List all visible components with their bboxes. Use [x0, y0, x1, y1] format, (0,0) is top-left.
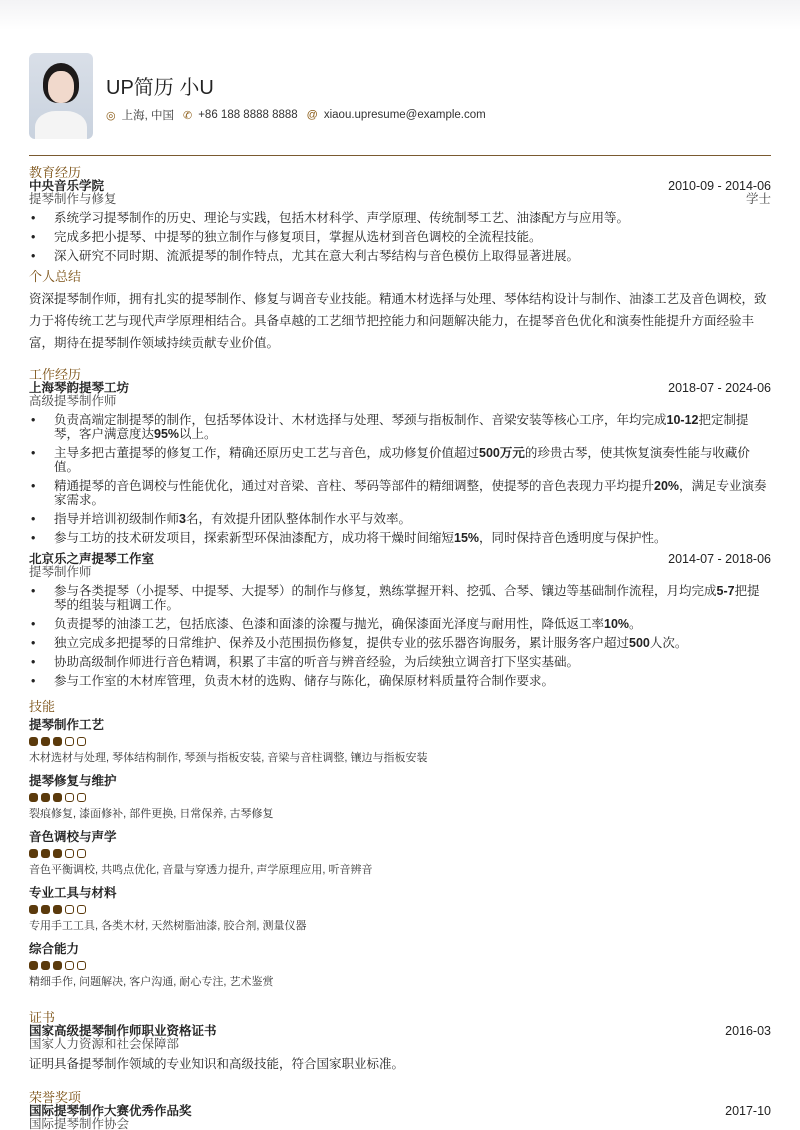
text-segment: 参与各类提琴（小提琴、中提琴、大提琴）的制作与修复，熟练掌握开料、挖弧、合琴、镶边等基础制作流程，月均完成 [54, 584, 717, 598]
skill-desc: 音色平衡调校, 共鸣点优化, 音量与穿透力提升, 声学原理应用, 听音辨音 [29, 864, 373, 876]
rating-dot [65, 793, 74, 802]
text-segment: 参与工坊的技术研发项目，探索新型环保油漆配方，成功将干燥时间缩短 [54, 531, 455, 545]
rating-dot [65, 737, 74, 746]
issuer: 国家人力资源和社会保障部 [29, 1037, 180, 1051]
work-section [29, 368, 771, 688]
skill-name: 专业工具与材料 [29, 886, 117, 900]
contact-info [106, 107, 495, 123]
skill-rating [29, 905, 771, 914]
skill-item [29, 774, 771, 821]
highlight-metric: 95% [154, 427, 180, 441]
rating-dot [77, 737, 86, 746]
text-segment: 精通提琴的音色调校与性能优化，通过对音梁、音柱、琴码等部件的精细调整，使提琴的音色表现力平均提升 [54, 479, 655, 493]
list-item [29, 674, 771, 688]
skill-name: 音色调校与声学 [29, 830, 117, 844]
skills-section [29, 700, 771, 989]
list-item: • 深入研究不同时期、流派提琴的制作特点，尤其在意大利古琴结构与音色模仿上取得显著进展。 [29, 249, 771, 263]
rating-dot [29, 961, 38, 970]
text-segment: 人次。 [649, 636, 688, 650]
highlight-metric: 20% [654, 479, 680, 493]
rating-dot [53, 793, 62, 802]
certificates-section [29, 1011, 771, 1075]
rating-dot [65, 961, 74, 970]
highlight-metric: 15% [454, 531, 480, 545]
date: 2016-03 [725, 1024, 771, 1038]
text-segment: 独立完成多把提琴的日常维护、保养及小范围损伤修复，提供专业的弦乐器咨询服务，累计服务客户超过 [54, 636, 630, 650]
section-title: 证书 [29, 1010, 56, 1025]
text-segment: 把定制提琴，客户满意度达 [54, 413, 749, 441]
text-segment: 把提琴的组装与粗调工作。 [54, 584, 760, 612]
issuer: 国际提琴制作协会 [29, 1117, 130, 1130]
role: 高级提琴制作师 [29, 394, 117, 408]
highlight-metric: 500 [629, 636, 650, 650]
job-entry [29, 382, 771, 545]
date: 2018-07 - 2024-06 [668, 381, 771, 395]
text-segment: 名，有效提升团队整体制作水平与效率。 [185, 512, 411, 526]
highlight-metric: 10-12 [666, 413, 699, 427]
rating-dot [29, 793, 38, 802]
list-item: • 系统学习提琴制作的历史、理论与实践，包括木材科学、声学原理、传统制琴工艺、油漆配方与应用等。 [29, 211, 771, 225]
list-item [29, 446, 771, 474]
rating-dot [53, 849, 62, 858]
resume-header [29, 53, 495, 139]
list-item [29, 655, 771, 669]
rating-dot [53, 737, 62, 746]
skill-item [29, 942, 771, 989]
section-title: 教育经历 [29, 165, 82, 180]
resume-body [29, 166, 771, 1130]
highlight-metric: 3 [179, 512, 186, 526]
email[interactable]: xiaou.upresume@example.com [323, 109, 486, 121]
skill-rating [29, 961, 771, 970]
highlight-metric: 5-7 [716, 584, 735, 598]
phone: +86 188 8888 8888 [198, 109, 298, 121]
rating-dot [41, 961, 50, 970]
phone-icon: ✆ [183, 109, 193, 122]
rating-dot [29, 737, 38, 746]
rating-dot [41, 849, 50, 858]
text-segment: ，同时保持音色透明度与保护性。 [479, 531, 667, 545]
skill-desc: 专用手工工具, 各类木材, 天然树脂油漆, 胶合剂, 测量仪器 [29, 920, 307, 932]
list-item [29, 413, 771, 441]
company: 上海琴韵提琴工坊 [29, 381, 130, 395]
rating-dot [65, 849, 74, 858]
company: 北京乐之声提琴工作室 [29, 552, 155, 566]
text-segment: 的珍贵古琴，使其恢复演奏性能与收藏价值。 [54, 446, 750, 474]
summary-section [29, 270, 771, 354]
section-title: 荣誉奖项 [29, 1090, 82, 1105]
skill-rating [29, 849, 771, 858]
list-item: • 完成多把小提琴、中提琴的独立制作与修复项目，掌握从选材到音色调校的全流程技能。 [29, 230, 771, 244]
list-item [29, 512, 771, 526]
rating-dot [41, 905, 50, 914]
skill-name: 提琴制作工艺 [29, 718, 105, 732]
section-title: 个人总结 [29, 269, 82, 284]
summary-text: 资深提琴制作师，拥有扎实的提琴制作、修复与调音专业技能。精通木材选择与处理、琴体结构设计与制作、油漆工艺及音色调校，致力于将传统工艺与现代声学原理相结合。具备卓越的工艺细节把控能力和问题解决能力，在提琴音色优化和演奏性能提升方面经验丰富，期待在提琴制作领域持续贡献专业价值。 [29, 292, 767, 350]
section-title: 工作经历 [29, 367, 82, 382]
certificate-name: 国家高级提琴制作师职业资格证书 [29, 1024, 217, 1038]
highlight-metric: 500万元 [479, 446, 525, 460]
skill-desc: 裂痕修复, 漆面修补, 部件更换, 日常保养, 古琴修复 [29, 808, 274, 820]
divider [29, 155, 771, 156]
degree: 学士 [745, 192, 771, 206]
rating-dot [29, 905, 38, 914]
text-segment: 指导并培训初级制作师 [54, 512, 180, 526]
text-segment: 。 [629, 617, 642, 631]
school: 中央音乐学院 [29, 179, 105, 193]
major: 提琴制作与修复 [29, 192, 117, 206]
text-segment: 负责高端定制提琴的制作，包括琴体设计、木材选择与处理、琴颈与指板制作、音梁安装等核心工序，年均完成 [54, 413, 667, 427]
list-item [29, 617, 771, 631]
date: 2014-07 - 2018-06 [668, 552, 771, 566]
skill-rating [29, 737, 771, 746]
text-segment: 负责提琴的油漆工艺，包括底漆、色漆和面漆的涂覆与抛光，确保漆面光泽度与耐用性，降低返工率 [54, 617, 605, 631]
skill-desc: 精细手作, 问题解决, 客户沟通, 耐心专注, 艺术鉴赏 [29, 976, 274, 988]
rating-dot [41, 793, 50, 802]
skill-item [29, 886, 771, 933]
awards-section [29, 1091, 771, 1130]
role: 提琴制作师 [29, 565, 92, 579]
certificate-desc: 证明具备提琴制作领域的专业知识和高级技能，符合国家职业标准。 [29, 1057, 405, 1071]
skill-item [29, 718, 771, 765]
skill-name: 综合能力 [29, 942, 80, 956]
education-section [29, 166, 771, 263]
highlight-metric: 10% [604, 617, 630, 631]
list-item [29, 636, 771, 650]
text-segment: 以上。 [179, 427, 217, 441]
list-item [29, 584, 771, 612]
rating-dot [77, 849, 86, 858]
avatar [29, 53, 93, 139]
rating-dot [53, 961, 62, 970]
date: 2010-09 - 2014-06 [668, 179, 771, 193]
rating-dot [65, 905, 74, 914]
date: 2017-10 [725, 1104, 771, 1118]
skill-name: 提琴修复与维护 [29, 774, 117, 788]
skill-rating [29, 793, 771, 802]
candidate-name: UP简历 小U [106, 77, 214, 99]
section-title: 技能 [29, 699, 56, 714]
skill-item [29, 830, 771, 877]
text-segment: ，满足专业演奏家需求。 [54, 479, 767, 507]
job-entry [29, 553, 771, 688]
rating-dot [77, 793, 86, 802]
location: 上海, 中国 [121, 110, 174, 122]
at-icon: @ [306, 109, 318, 121]
text-segment: 参与工作室的木材库管理，负责木材的选购、储存与陈化，确保原材料质量符合制作要求。 [54, 674, 555, 688]
top-bar [0, 0, 800, 30]
award-name: 国际提琴制作大赛优秀作品奖 [29, 1104, 192, 1118]
skill-desc: 木材选材与处理, 琴体结构制作, 琴颈与指板安装, 音梁与音柱调整, 镶边与指板安装 [29, 752, 428, 764]
text-segment: 协助高级制作师进行音色精调，积累了丰富的听音与辨音经验，为后续独立调音打下坚实基础。 [54, 655, 580, 669]
rating-dot [29, 849, 38, 858]
location-pin-icon: ◎ [106, 109, 116, 122]
rating-dot [77, 961, 86, 970]
rating-dot [77, 905, 86, 914]
list-item [29, 531, 771, 545]
rating-dot [53, 905, 62, 914]
text-segment: 主导多把古董提琴的修复工作，精确还原历史工艺与音色，成功修复价值超过 [54, 446, 480, 460]
rating-dot [41, 737, 50, 746]
list-item [29, 479, 771, 507]
